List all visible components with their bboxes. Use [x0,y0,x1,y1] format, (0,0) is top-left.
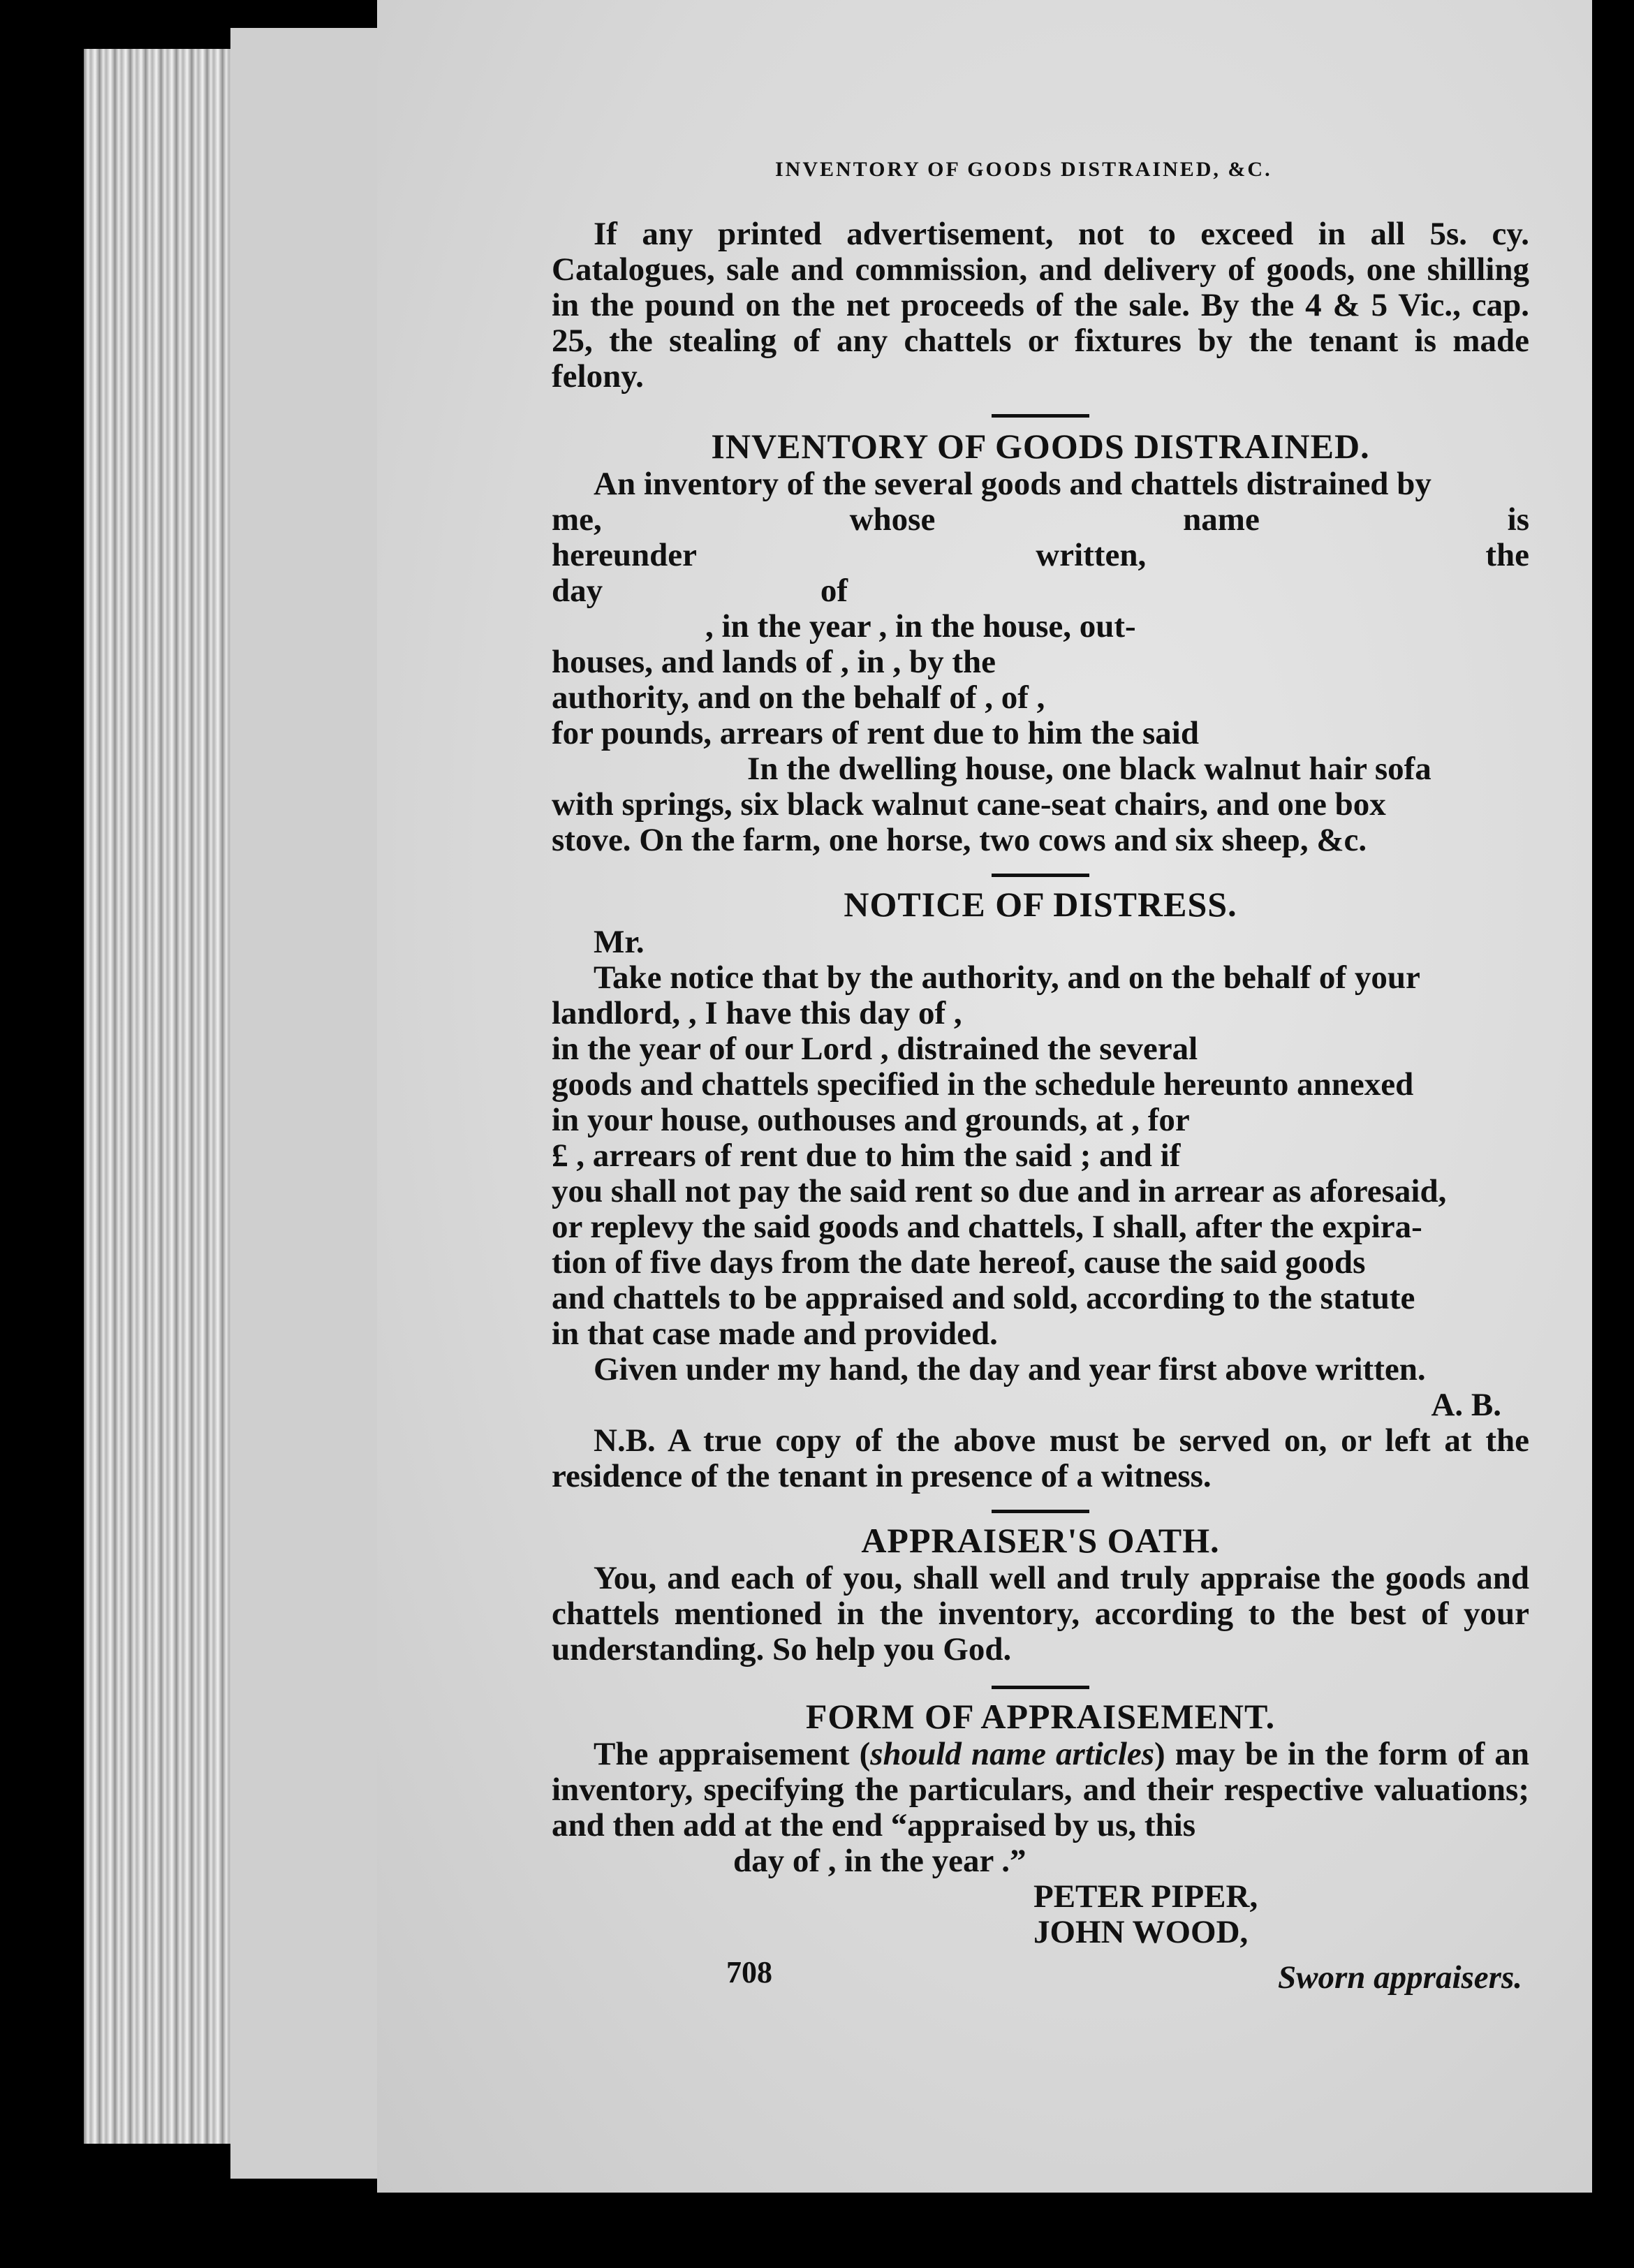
notice-line: goods and chattels specified in the schedule hereunto annexed [552,1066,1414,1103]
appraisement-text [552,1737,1529,1843]
notice-line: £ , arrears of rent due to him the said ; and if [552,1137,1181,1174]
appraiser-name: JOHN WOOD, [1033,1914,1249,1950]
appraisement-heading: FORM OF APPRAISEMENT. [805,1697,1276,1736]
notice-line: or replevy the said goods and chattels, I shall, after the expira- [552,1209,1422,1245]
section-rule [992,874,1089,877]
inventory-line: houses, and lands of , in , by the [552,644,996,680]
notice-heading: NOTICE OF DISTRESS. [844,885,1237,924]
appraisement-date-line: day of , in the year .” [733,1843,1026,1879]
notice-line: landlord, , I have this day of , [552,995,962,1031]
inventory-line: me, whose name is hereunder written, the day of [552,501,1529,609]
appraisement-text-start: The appraisement ( [594,1736,871,1772]
notice-line: you shall not pay the said rent so due and in arrear as aforesaid, [552,1173,1447,1209]
notice-line: and chattels to be appraised and sold, according to the statute [552,1280,1415,1316]
notice-line: in your house, outhouses and grounds, at , for [552,1102,1190,1138]
appraisement-text-end: ) may be in the form of an inventory, specifying the particulars, and their respective valuations; and then add at the end “appraised by us, this [552,1736,1529,1843]
appraiser-signatures [1033,1879,1529,1950]
oath-text: You, and each of you, shall well and truly appraise the goods and chattels mentioned in the inventory, according to the best of your understanding. So help you God. [552,1560,1529,1667]
notice-line: tion of five days from the date hereof, cause the said goods [552,1244,1366,1281]
inventory-line: stove. On the farm, one horse, two cows and six sheep, &c. [552,822,1367,858]
inventory-line: In the dwelling house, one black walnut hair sofa [747,751,1431,787]
appraisement-text-italic: should name articles [870,1736,1155,1772]
section-rule [992,1686,1089,1689]
notice-salutation: Mr. [594,924,645,960]
inventory-line: for pounds, arrears of rent due to him the said [552,715,1199,751]
notice-nb: N.B. A true copy of the above must be served on, or left at the residence of the tenant in presence of a witness. [552,1422,1529,1494]
notice-signature: A. B. [1431,1387,1501,1423]
page-footer [552,1954,1529,1996]
intro-paragraph: If any printed advertisement, not to exceed in all 5s. cy. Catalogues, sale and commission, and delivery of goods, one shilling in the pound on the net proceeds of the sale. By the 4 & 5 Vic., cap. 25, the stealing of any chattels or fixtures by the tenant is made felony. [552,216,1529,395]
page-number: 708 [726,1955,772,1989]
inventory-line: , in the year , in the house, out- [705,608,1136,645]
running-head: INVENTORY OF GOODS DISTRAINED, &C. [775,158,1272,181]
oath-heading: APPRAISER'S OATH. [861,1521,1220,1560]
appraiser-name: PETER PIPER, [1033,1878,1258,1915]
notice-line: Take notice that by the authority, and on the behalf of your [594,959,1420,996]
notice-body [552,960,1529,1352]
inventory-body [552,466,1529,858]
notice-line: in the year of our Lord , distrained the several [552,1031,1198,1067]
page-text [552,147,1529,1996]
notice-line: in that case made and provided. [552,1316,998,1352]
notice-given: Given under my hand, the day and year first above written. [594,1351,1426,1387]
scan-border [1592,0,1634,2268]
inventory-line: with springs, six black walnut cane-seat chairs, and one box [552,786,1386,823]
inventory-line: An inventory of the several goods and chattels distrained by [594,466,1431,502]
inventory-heading: INVENTORY OF GOODS DISTRAINED. [711,427,1370,466]
section-rule [992,1510,1089,1513]
sworn-appraisers-label: Sworn appraisers. [1278,1959,1522,1996]
section-rule [992,414,1089,418]
inventory-line: authority, and on the behalf of , of , [552,679,1045,716]
